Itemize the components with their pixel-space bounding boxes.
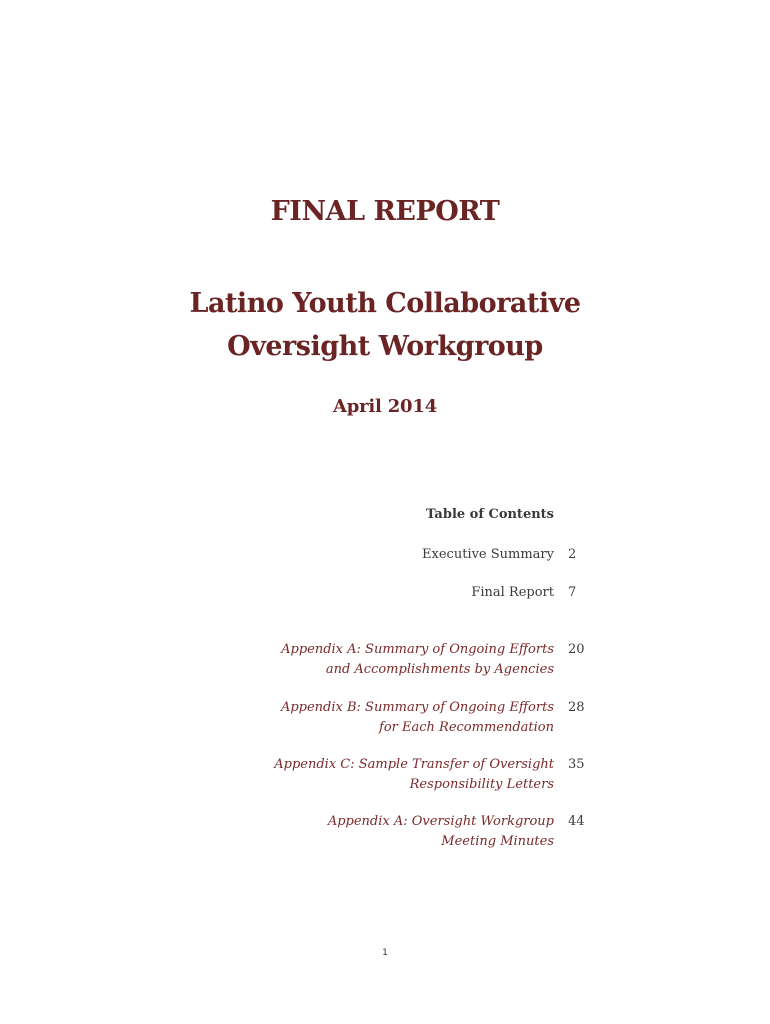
toc-entry-label-line-1: Final Report	[471, 585, 554, 600]
toc-entry-label	[254, 698, 554, 737]
toc-heading: Table of Contents	[426, 507, 554, 522]
toc-entry-page: 20	[568, 642, 585, 657]
toc-entry-page: 2	[568, 547, 577, 562]
toc-entry-page: 28	[568, 700, 585, 715]
toc-entry-label-line-2: Responsibility Letters	[409, 776, 554, 792]
toc-entry-appendix-c[interactable]	[250, 755, 590, 795]
toc-entry-label	[254, 545, 554, 565]
toc-entry-label-line-1: Appendix B: Summary of Ongoing Efforts	[280, 700, 554, 715]
toc-entry-label-line-1: Appendix A: Summary of Ongoing Efforts	[281, 642, 554, 657]
toc-entry-label	[254, 583, 554, 603]
toc-entry-appendix-b[interactable]	[250, 698, 590, 738]
toc-entry-label	[254, 755, 554, 794]
toc-entry-page: 44	[568, 814, 585, 829]
toc-entry-label-line-1: Appendix A: Oversight Workgroup	[327, 814, 554, 829]
toc-entry-appendix-a-minutes[interactable]	[250, 812, 590, 852]
toc-entry-appendix-a-efforts[interactable]	[250, 640, 590, 680]
toc-entry-label-line-1: Executive Summary	[422, 547, 554, 562]
page-number: 1	[382, 948, 388, 958]
toc-entry-executive-summary[interactable]	[250, 545, 590, 585]
report-subtitle	[0, 282, 770, 368]
toc-entry-page: 35	[568, 757, 585, 772]
toc-entry-page: 7	[568, 585, 577, 600]
toc-entry-final-report[interactable]	[250, 583, 590, 623]
subtitle-line-1: Latino Youth Collaborative	[189, 288, 581, 319]
toc-entry-label	[254, 640, 554, 679]
toc-entry-label-line-2: Meeting Minutes	[441, 833, 554, 849]
toc-entry-label-line-2: for Each Recommendation	[379, 719, 554, 735]
report-title: FINAL REPORT	[270, 196, 500, 227]
toc-entry-label-line-2: and Accomplishments by Agencies	[325, 661, 554, 677]
report-date: April 2014	[332, 396, 438, 417]
subtitle-line-2: Oversight Workgroup	[227, 331, 543, 362]
toc-entry-label	[254, 812, 554, 851]
toc-entry-label-line-1: Appendix C: Sample Transfer of Oversight	[274, 757, 554, 772]
